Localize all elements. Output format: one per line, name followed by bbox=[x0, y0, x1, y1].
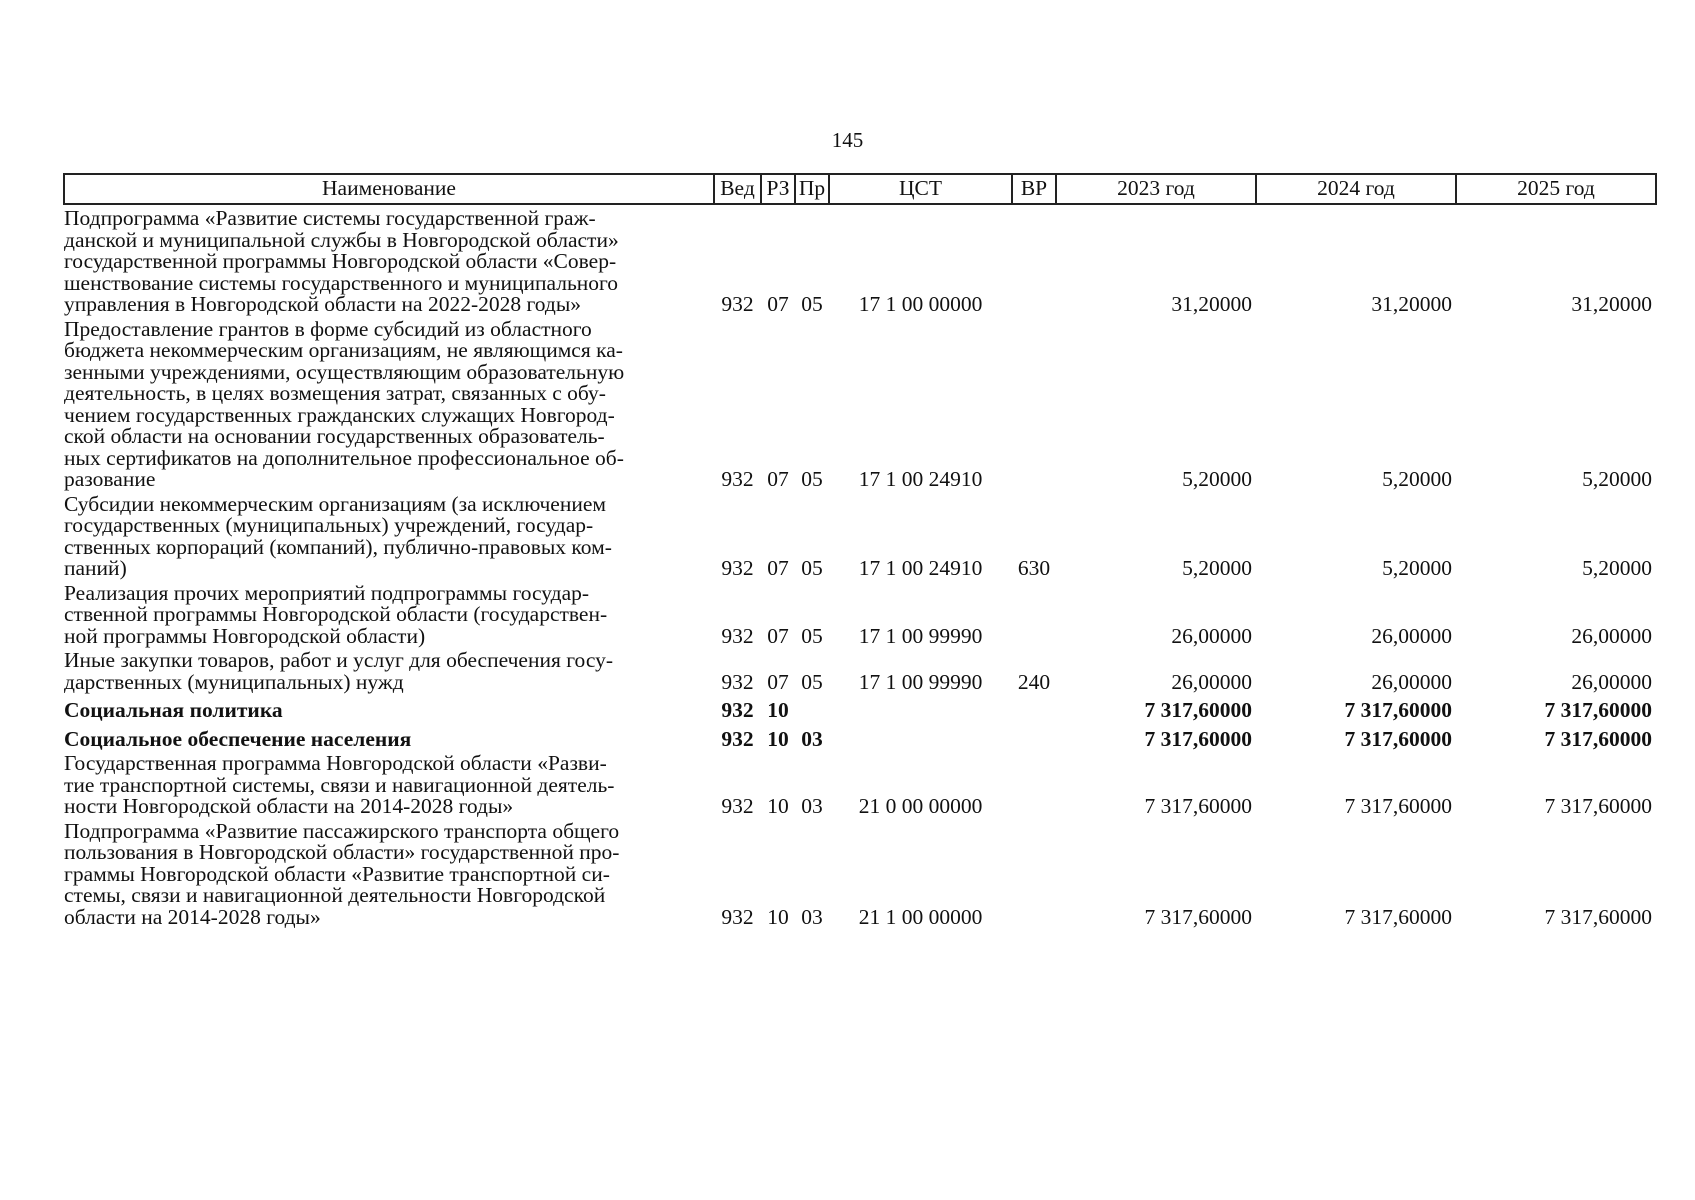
row-name-line: ной программы Новгородской области) bbox=[64, 623, 426, 648]
row-name-line: управления в Новгородской области на 2022-2028 годы» bbox=[64, 292, 582, 316]
row-name-line: шенствование системы государственного и муниципального bbox=[64, 270, 619, 295]
table-body bbox=[64, 204, 1656, 931]
table-header bbox=[64, 174, 1656, 204]
cell-pr: 05 bbox=[801, 556, 823, 580]
row-name-line: Социальная политика bbox=[64, 698, 283, 722]
row-name-line: ской области на основании государственных образователь- bbox=[64, 424, 605, 448]
row-name-line: зенными учреждениями, осуществляющим образовательную bbox=[64, 359, 625, 384]
cell-y2024: 7 317,60000 bbox=[1344, 726, 1452, 751]
row-name bbox=[64, 204, 714, 319]
cell-cst: 21 1 00 00000 bbox=[858, 904, 983, 929]
cell-rz: 07 bbox=[767, 467, 789, 491]
row-name-line: ности Новгородской области на 2014-2028 годы» bbox=[64, 794, 514, 818]
table-row bbox=[64, 204, 1656, 319]
row-name-line: тие транспортной системы, связи и навигационной деятель- bbox=[64, 772, 615, 797]
row-name-line: дарственных (муниципальных) нужд bbox=[64, 669, 404, 694]
row-name-line: Социальное обеспечение населения bbox=[64, 726, 412, 751]
row-name bbox=[64, 725, 714, 754]
row-name-line: пользования в Новгородской области» государственной про- bbox=[64, 840, 620, 864]
row-name bbox=[64, 580, 714, 651]
cell-cst bbox=[829, 696, 1012, 725]
header-2023: 2023 год bbox=[1056, 174, 1256, 204]
header-name: Наименование bbox=[64, 174, 714, 204]
cell-y2024: 5,20000 bbox=[1382, 556, 1452, 580]
row-name-line: ственной программы Новгородской области (государствен- bbox=[64, 602, 608, 626]
cell-y2024: 7 317,60000 bbox=[1344, 794, 1452, 818]
cell-vr: 630 bbox=[1017, 556, 1051, 580]
cell-y2024: 26,00000 bbox=[1371, 669, 1452, 694]
cell-ved: 932 bbox=[721, 556, 754, 580]
cell-y2024: 7 317,60000 bbox=[1344, 904, 1452, 929]
row-name-line: государственных (муниципальных) учреждений, государ- bbox=[64, 513, 594, 537]
cell-rz: 10 bbox=[767, 726, 789, 751]
cell-pr: 05 bbox=[801, 623, 823, 648]
table-row bbox=[64, 696, 1656, 725]
cell-y2024: 7 317,60000 bbox=[1344, 698, 1452, 722]
cell-rz: 07 bbox=[767, 623, 789, 648]
cell-vr bbox=[1012, 696, 1056, 725]
row-name bbox=[64, 491, 714, 583]
row-name-line: Подпрограмма «Развитие системы государственной граж- bbox=[64, 206, 596, 230]
cell-ved: 932 bbox=[721, 794, 754, 818]
cell-rz: 07 bbox=[767, 292, 789, 316]
cell-y2023: 7 317,60000 bbox=[1144, 904, 1252, 929]
table-row bbox=[64, 753, 1656, 821]
row-name bbox=[64, 753, 714, 821]
cell-ved: 932 bbox=[721, 669, 754, 694]
cell-rz: 07 bbox=[767, 669, 789, 694]
cell-y2023: 7 317,60000 bbox=[1144, 726, 1252, 751]
cell-ved: 932 bbox=[721, 904, 754, 929]
row-name bbox=[64, 650, 714, 696]
row-name-line: деятельность, в целях возмещения затрат, связанных с обу- bbox=[64, 381, 606, 405]
cell-y2025: 26,00000 bbox=[1571, 669, 1652, 694]
cell-vr bbox=[1012, 821, 1056, 932]
header-ved: Вед bbox=[714, 174, 761, 204]
cell-y2024: 26,00000 bbox=[1371, 623, 1452, 648]
cell-rz: 10 bbox=[767, 698, 789, 722]
cell-cst: 17 1 00 99990 bbox=[858, 623, 983, 648]
header-vr: ВР bbox=[1012, 174, 1056, 204]
cell-cst bbox=[829, 725, 1012, 754]
row-name-line: паний) bbox=[64, 556, 127, 580]
cell-cst: 21 0 00 00000 bbox=[858, 794, 983, 818]
row-name-line: Подпрограмма «Развитие пассажирского транспорта общего bbox=[64, 818, 620, 843]
cell-pr: 05 bbox=[801, 292, 823, 316]
cell-y2023: 26,00000 bbox=[1171, 623, 1252, 648]
row-name-line: чением государственных гражданских служащих Новгород- bbox=[64, 402, 615, 427]
row-name-line: разование bbox=[64, 467, 156, 491]
table-row bbox=[64, 494, 1656, 583]
row-name-line: граммы Новгородской области «Развитие транспортной си- bbox=[64, 861, 610, 886]
row-name-line: ственных корпораций (компаний), публично-правовых ком- bbox=[64, 534, 612, 559]
row-name-line: ных сертификатов на дополнительное профессиональное об- bbox=[64, 445, 624, 470]
table-row bbox=[64, 583, 1656, 651]
cell-y2025: 7 317,60000 bbox=[1544, 794, 1652, 818]
cell-ved: 932 bbox=[721, 623, 754, 648]
cell-y2025: 5,20000 bbox=[1582, 556, 1652, 580]
cell-y2024: 31,20000 bbox=[1371, 292, 1452, 316]
cell-y2023: 7 317,60000 bbox=[1144, 698, 1252, 722]
cell-y2025: 7 317,60000 bbox=[1544, 726, 1652, 751]
row-name-line: области на 2014-2028 годы» bbox=[64, 904, 321, 929]
table-row bbox=[64, 821, 1656, 932]
header-cst: ЦСТ bbox=[829, 174, 1012, 204]
row-name-line: Иные закупки товаров, работ и услуг для обеспечения госу- bbox=[64, 648, 613, 672]
cell-rz: 10 bbox=[767, 904, 789, 929]
cell-ved: 932 bbox=[721, 467, 754, 491]
cell-y2025: 7 317,60000 bbox=[1544, 698, 1652, 722]
cell-y2023: 26,00000 bbox=[1171, 669, 1252, 694]
row-name bbox=[64, 316, 714, 494]
table-row bbox=[64, 725, 1656, 754]
row-name-line: бюджета некоммерческим организациям, не являющимся ка- bbox=[64, 338, 623, 362]
cell-vr bbox=[1012, 753, 1056, 821]
cell-ved: 932 bbox=[721, 698, 754, 722]
cell-rz: 10 bbox=[767, 794, 789, 818]
row-name bbox=[64, 818, 714, 932]
row-name-line: Реализация прочих мероприятий подпрограммы государ- bbox=[64, 580, 590, 605]
row-name bbox=[64, 696, 714, 725]
page-number: 145 bbox=[831, 128, 864, 152]
cell-y2023: 31,20000 bbox=[1171, 292, 1252, 316]
cell-vr bbox=[1012, 204, 1056, 319]
cell-vr bbox=[1012, 319, 1056, 494]
cell-y2023: 7 317,60000 bbox=[1144, 794, 1252, 818]
row-name-line: Субсидии некоммерческим организациям (за исключением bbox=[64, 491, 607, 516]
table-row bbox=[64, 650, 1656, 696]
cell-cst: 17 1 00 24910 bbox=[858, 467, 983, 491]
row-name-line: Предоставление грантов в форме субсидий из областного bbox=[64, 316, 592, 341]
table-row bbox=[64, 319, 1656, 494]
cell-pr: 03 bbox=[801, 904, 823, 929]
cell-ved: 932 bbox=[721, 726, 754, 751]
header-pr: Пр bbox=[795, 174, 829, 204]
cell-vr: 240 bbox=[1017, 669, 1051, 694]
header-2024: 2024 год bbox=[1256, 174, 1456, 204]
cell-pr: 03 bbox=[801, 794, 823, 818]
cell-rz: 07 bbox=[767, 556, 789, 580]
budget-table bbox=[63, 173, 1657, 931]
header-rz: РЗ bbox=[761, 174, 795, 204]
cell-ved: 932 bbox=[721, 292, 754, 316]
row-name-line: стемы, связи и навигационной деятельности Новгородской bbox=[64, 883, 606, 907]
cell-pr bbox=[795, 696, 829, 725]
cell-y2023: 5,20000 bbox=[1182, 467, 1252, 491]
cell-vr bbox=[1012, 583, 1056, 651]
cell-y2025: 26,00000 bbox=[1571, 623, 1652, 648]
row-name-line: Государственная программа Новгородской области «Разви- bbox=[64, 751, 607, 775]
cell-pr: 03 bbox=[801, 726, 823, 751]
cell-cst: 17 1 00 99990 bbox=[858, 669, 983, 694]
cell-y2023: 5,20000 bbox=[1182, 556, 1252, 580]
cell-cst: 17 1 00 00000 bbox=[858, 292, 983, 316]
cell-y2025: 5,20000 bbox=[1582, 467, 1652, 491]
cell-y2025: 31,20000 bbox=[1571, 292, 1652, 316]
cell-y2025: 7 317,60000 bbox=[1544, 904, 1652, 929]
cell-pr: 05 bbox=[801, 467, 823, 491]
header-2025: 2025 год bbox=[1456, 174, 1656, 204]
row-name-line: государственной программы Новгородской области «Совер- bbox=[64, 249, 617, 273]
cell-vr bbox=[1012, 725, 1056, 754]
cell-cst: 17 1 00 24910 bbox=[858, 556, 983, 580]
cell-pr: 05 bbox=[801, 669, 823, 694]
row-name-line: данской и муниципальной службы в Новгородской области» bbox=[64, 227, 619, 252]
cell-y2024: 5,20000 bbox=[1382, 467, 1452, 491]
